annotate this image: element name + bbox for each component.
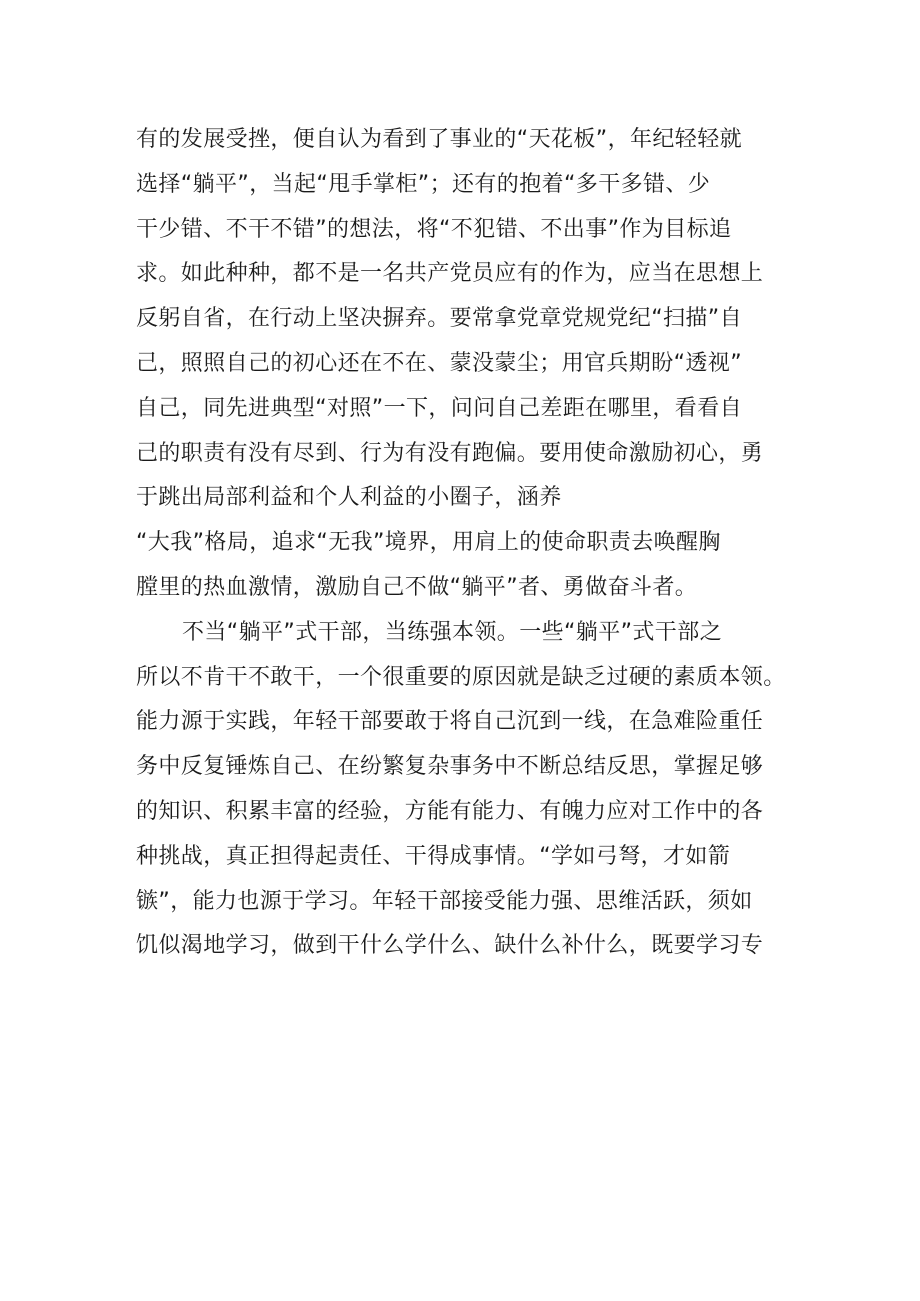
text-line: 干少错、不干不错”的想法，将“不犯错、不出事”作为目标追	[136, 216, 732, 242]
text-line: 反躬自省，在行动上坚决摒弃。要常拿党章党规党纪“扫描”自	[136, 306, 742, 332]
text-line: 务中反复锤炼自己、在纷繁复杂事务中不断总结反思，掌握足够	[136, 754, 764, 780]
text-line: 己的职责有没有尽到、行为有没有跑偏。要用使命激励初心，勇	[136, 440, 764, 466]
text-line: 镞”，能力也源于学习。年轻干部接受能力强、思维活跃，须如	[136, 888, 753, 914]
text-line: “大我”格局，追求“无我”境界，用肩上的使命职责去唤醒胸	[136, 530, 721, 556]
document-body	[136, 118, 806, 969]
text-line: 有的发展受挫，便自认为看到了事业的“天花板”，年纪轻轻就	[136, 127, 742, 152]
paragraph-first-line: 不当“躺平”式干部，当练强本领。一些“躺平”式干部之	[182, 619, 722, 645]
text-line: 于跳出局部利益和个人利益的小圈子，涵养	[136, 485, 562, 511]
text-line: 所以不肯干不敢干，一个很重要的原因就是缺乏过硬的素质本领。	[136, 664, 786, 690]
text-line: 种挑战，真正担得起责任、干得成事情。“学如弓弩，才如箭	[136, 843, 731, 869]
text-line: 能力源于实践，年轻干部要敢于将自己沉到一线，在急难险重任	[136, 709, 764, 735]
text-line: 自己，同先进典型“对照”一下，问问自己差距在哪里，看看自	[136, 395, 742, 421]
text-line: 的知识、积累丰富的经验，方能有能力、有魄力应对工作中的各	[136, 798, 764, 824]
text-line: 求。如此种种，都不是一名共产党员应有的作为，应当在思想上	[136, 261, 764, 287]
text-line: 己，照照自己的初心还在不在、蒙没蒙尘；用官兵期盼“透视”	[136, 350, 742, 376]
text-line: 饥似渴地学习，做到干什么学什么、缺什么补什么，既要学习专	[136, 933, 764, 959]
text-line: 选择“躺平”，当起“甩手掌柜”；还有的抱着“多干多错、少	[136, 171, 711, 197]
text-line: 膛里的热血激情，激励自己不做“躺平”者、勇做奋斗者。	[136, 574, 698, 600]
